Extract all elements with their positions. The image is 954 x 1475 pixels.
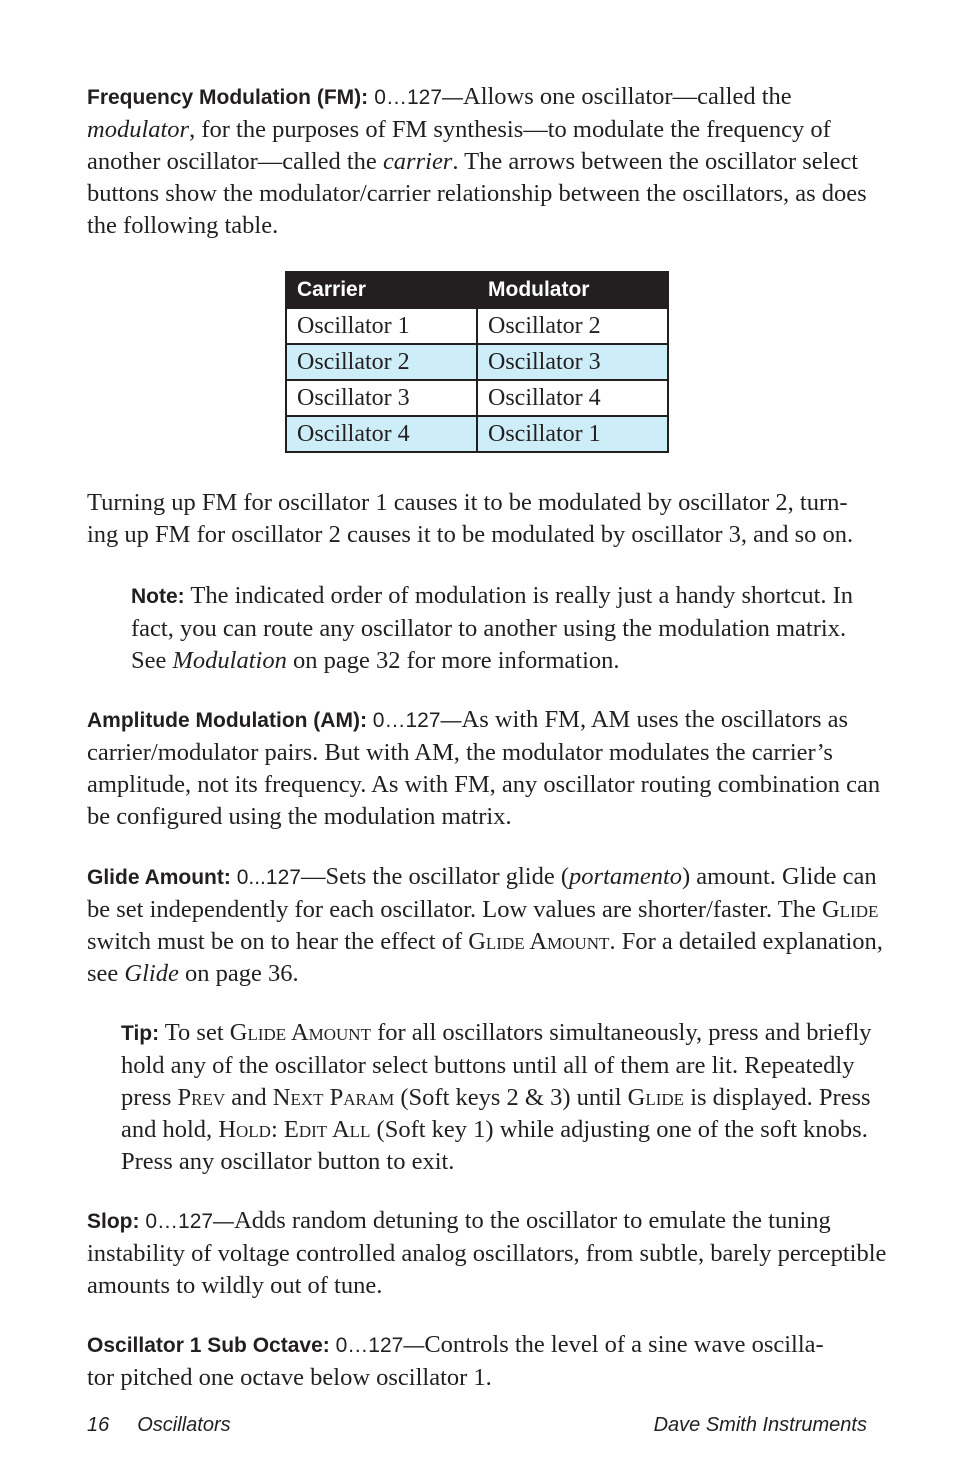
tip-label: Tip: — [121, 1022, 160, 1045]
glide-paragraph: Glide Amount: 0...127—Sets the oscillator glide (portamento) amount. Glide can be set independently for each oscillator. Low values are shorter/faster. The Glide switch must be on to hear the effect of Glide Amount. For a detailed explanation, see Glide on page 36. — [87, 863, 883, 987]
column-header-modulator: Modulator — [477, 272, 668, 308]
slop-term: Slop: — [87, 1210, 140, 1233]
modulator-cell: Oscillator 3 — [477, 344, 668, 380]
sub-octave-range: 0…127— — [329, 1334, 425, 1357]
table-row — [286, 308, 668, 344]
carrier-cell: Oscillator 1 — [286, 308, 477, 344]
next-param-key-name: Next Param — [272, 1084, 395, 1111]
table-row — [286, 344, 668, 380]
modulator-cell: Oscillator 1 — [477, 416, 668, 452]
modulator-cell: Oscillator 2 — [477, 308, 668, 344]
carrier-cell: Oscillator 3 — [286, 380, 477, 416]
carrier-cell: Oscillator 2 — [286, 344, 477, 380]
note-label: Note: — [131, 585, 185, 608]
table-row — [286, 416, 668, 452]
glide-reference: Glide — [124, 960, 179, 987]
am-paragraph: Amplitude Modulation (AM): 0…127—As with FM, AM uses the oscillators as carrier/modulator pairs. But with AM, the modulator modulates the carrier’s amplitude, not its frequency. As with FM, any oscillator routing combination can be configured using the modulation matrix. — [87, 706, 881, 830]
fm-paragraph: Frequency Modulation (FM): 0…127—Allows one oscillator—called the modulator, for the purposes of FM synthesis—to modulate the frequency of another oscillator—called the carrier. The arrows between the oscillator select buttons show the modulator/carrier relationship between the oscillators, as does the following table. — [87, 83, 867, 239]
sub-octave-paragraph: Oscillator 1 Sub Octave: 0…127—Controls the level of a sine wave oscilla- tor pitched one octave below oscillator 1. — [87, 1331, 824, 1391]
portamento-term: portamento — [569, 863, 682, 890]
glide-switch-name: Glide — [821, 896, 879, 923]
table-header-row — [286, 272, 668, 308]
glide-term: Glide Amount: — [87, 866, 231, 889]
am-term: Amplitude Modulation (AM): — [87, 709, 367, 732]
modulator-term: modulator — [87, 116, 190, 143]
modulation-reference: Modulation — [172, 647, 287, 674]
glide-range: 0...127 — [230, 866, 301, 889]
footer-company: Dave Smith Instruments — [653, 1414, 867, 1436]
prev-key-name: Prev — [177, 1084, 226, 1111]
modulator-cell: Oscillator 4 — [477, 380, 668, 416]
page-number: 16 — [87, 1414, 110, 1436]
hold-key-name: Hold — [218, 1116, 271, 1143]
column-header-carrier: Carrier — [286, 272, 477, 308]
note-paragraph: Note: The indicated order of modulation is really just a handy shortcut. In fact, you can route any oscillator to another using the modulation matrix. See Modulation on page 32 for more information. — [131, 582, 854, 674]
carrier-cell: Oscillator 4 — [286, 416, 477, 452]
carrier-term: carrier — [382, 148, 453, 175]
glide-amount-name: Glide Amount — [468, 928, 610, 955]
slop-paragraph: Slop: 0…127—Adds random detuning to the oscillator to emulate the tuning instability of voltage controlled analog oscillators, from subtle, barely perceptible amounts to wildly out of tune. — [87, 1207, 887, 1299]
carrier-modulator-table — [285, 271, 669, 453]
tip-paragraph: Tip: To set Glide Amount for all oscillators simultaneously, press and briefly hold any of the oscillator select buttons until all of them are lit. Repeatedly press Prev and Next Param (Soft keys 2 & 3) until Glide is displayed. Press and hold, Hold: Edit All (Soft key 1) while adjusting one of the soft knobs. Press any oscillator button to exit. — [121, 1019, 872, 1175]
table-row — [286, 380, 668, 416]
turning-paragraph: Turning up FM for oscillator 1 causes it to be modulated by oscillator 2, turn- ing up FM for oscillator 2 causes it to be modulated by oscillator 3, and so on. — [87, 489, 854, 548]
slop-range: 0…127— — [139, 1210, 235, 1233]
fm-range: 0…127— — [374, 86, 463, 109]
fm-term: Frequency Modulation (FM): — [87, 86, 369, 109]
sub-octave-term: Oscillator 1 Sub Octave: — [87, 1334, 330, 1357]
edit-all-key-name: Edit All — [283, 1116, 371, 1143]
am-range: 0…127— — [366, 709, 462, 732]
section-name: Oscillators — [137, 1414, 231, 1436]
footer-left — [87, 1412, 231, 1438]
